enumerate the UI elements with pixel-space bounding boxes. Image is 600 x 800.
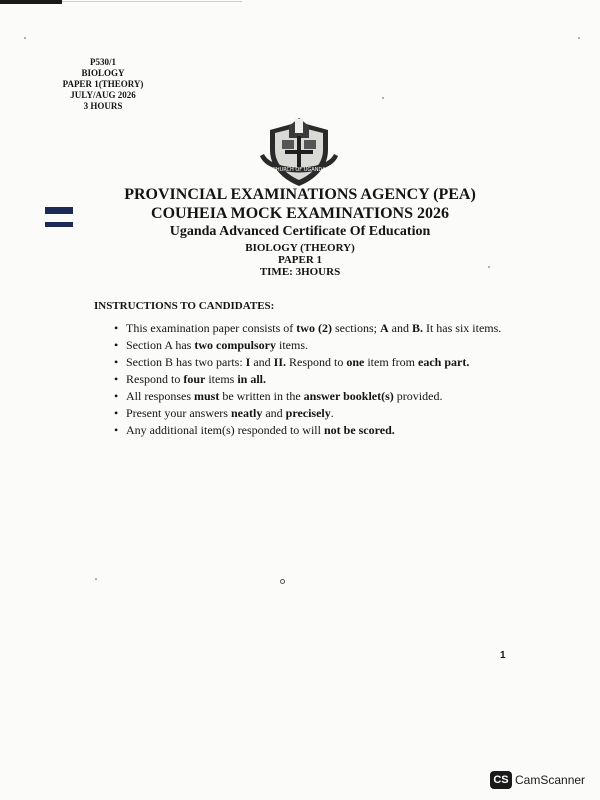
instruction-emphasis: neatly xyxy=(230,406,263,420)
certificate-title: Uganda Advanced Certificate Of Education xyxy=(169,224,431,239)
instruction-text: item from xyxy=(364,355,418,369)
instruction-text: sections; xyxy=(331,321,380,335)
paper-type: PAPER 1(THEORY) xyxy=(62,79,144,89)
instruction-emphasis: two compulsory xyxy=(194,338,277,352)
svg-text:CHURCH OF UGANDA: CHURCH OF UGANDA xyxy=(272,167,326,173)
instruction-text: Section A has xyxy=(126,338,195,352)
paper-session: JULY/AUG 2026 xyxy=(70,90,136,100)
instruction-text: provided. xyxy=(393,389,443,403)
instruction-emphasis: answer booklet(s) xyxy=(303,389,394,403)
instruction-text: and xyxy=(262,406,286,420)
time-title: TIME: 3HOURS xyxy=(259,266,341,278)
instruction-emphasis: each part. xyxy=(418,355,470,369)
instruction-text: items xyxy=(205,372,238,386)
instructions-list xyxy=(95,321,515,440)
instruction-text: Respond to xyxy=(126,372,184,386)
instruction-emphasis: B. xyxy=(411,321,423,335)
instruction-text: Section B has two parts: xyxy=(126,355,246,369)
instruction-item xyxy=(95,389,515,404)
scan-ring-mark xyxy=(280,579,285,584)
camscanner-logo-icon: CS xyxy=(490,771,512,789)
instruction-text: items. xyxy=(276,338,309,352)
scan-speck xyxy=(24,37,26,39)
paper-subject: BIOLOGY xyxy=(81,68,125,78)
scan-speck xyxy=(488,266,490,268)
instruction-emphasis: four xyxy=(183,372,206,386)
instruction-item xyxy=(95,372,515,387)
instruction-text: . xyxy=(330,406,334,420)
instruction-item xyxy=(95,321,515,336)
scan-speck xyxy=(95,578,97,580)
instruction-emphasis: II. xyxy=(273,355,286,369)
paper-code-block xyxy=(48,57,158,112)
paper-code: P530/1 xyxy=(90,57,116,67)
paper-title: PAPER 1 xyxy=(277,254,323,266)
instruction-emphasis: not be scored. xyxy=(323,423,395,437)
scan-edge-line xyxy=(62,1,242,2)
instruction-text: Present your answers xyxy=(126,406,231,420)
instruction-item xyxy=(95,423,515,438)
instruction-text: and xyxy=(250,355,274,369)
camscanner-watermark: CamScanner xyxy=(515,773,586,787)
scan-speck xyxy=(382,97,384,99)
exam-title: COUHEIA MOCK EXAMINATIONS 2026 xyxy=(151,205,449,222)
instruction-text: It has six items. xyxy=(422,321,502,335)
instruction-text: This examination paper consists of xyxy=(126,321,297,335)
instruction-emphasis: I xyxy=(245,355,251,369)
instructions-title: INSTRUCTIONS TO CANDIDATES: xyxy=(94,300,275,312)
instruction-item xyxy=(95,338,515,353)
instruction-text: All responses xyxy=(126,389,194,403)
subject-title: BIOLOGY (THEORY) xyxy=(245,242,355,254)
instruction-emphasis: must xyxy=(194,389,220,403)
page-number: 1 xyxy=(500,650,506,661)
instruction-text: and xyxy=(388,321,412,335)
instruction-text: Any additional item(s) responded to will xyxy=(126,423,324,437)
instruction-emphasis: in all. xyxy=(237,372,267,386)
paper-duration: 3 HOURS xyxy=(83,101,123,111)
instruction-emphasis: A xyxy=(379,321,389,335)
instruction-emphasis: two (2) xyxy=(296,321,332,335)
instruction-text: Respond to xyxy=(286,355,347,369)
instruction-text: be written in the xyxy=(219,389,304,403)
church-crest-icon xyxy=(256,116,342,190)
instruction-emphasis: precisely xyxy=(285,406,331,420)
instruction-item xyxy=(95,355,515,370)
instruction-item xyxy=(95,406,515,421)
agency-title: PROVINCIAL EXAMINATIONS AGENCY (PEA) xyxy=(124,186,476,203)
instruction-emphasis: one xyxy=(346,355,365,369)
scan-edge-mark xyxy=(0,0,62,4)
scan-speck xyxy=(578,37,580,39)
